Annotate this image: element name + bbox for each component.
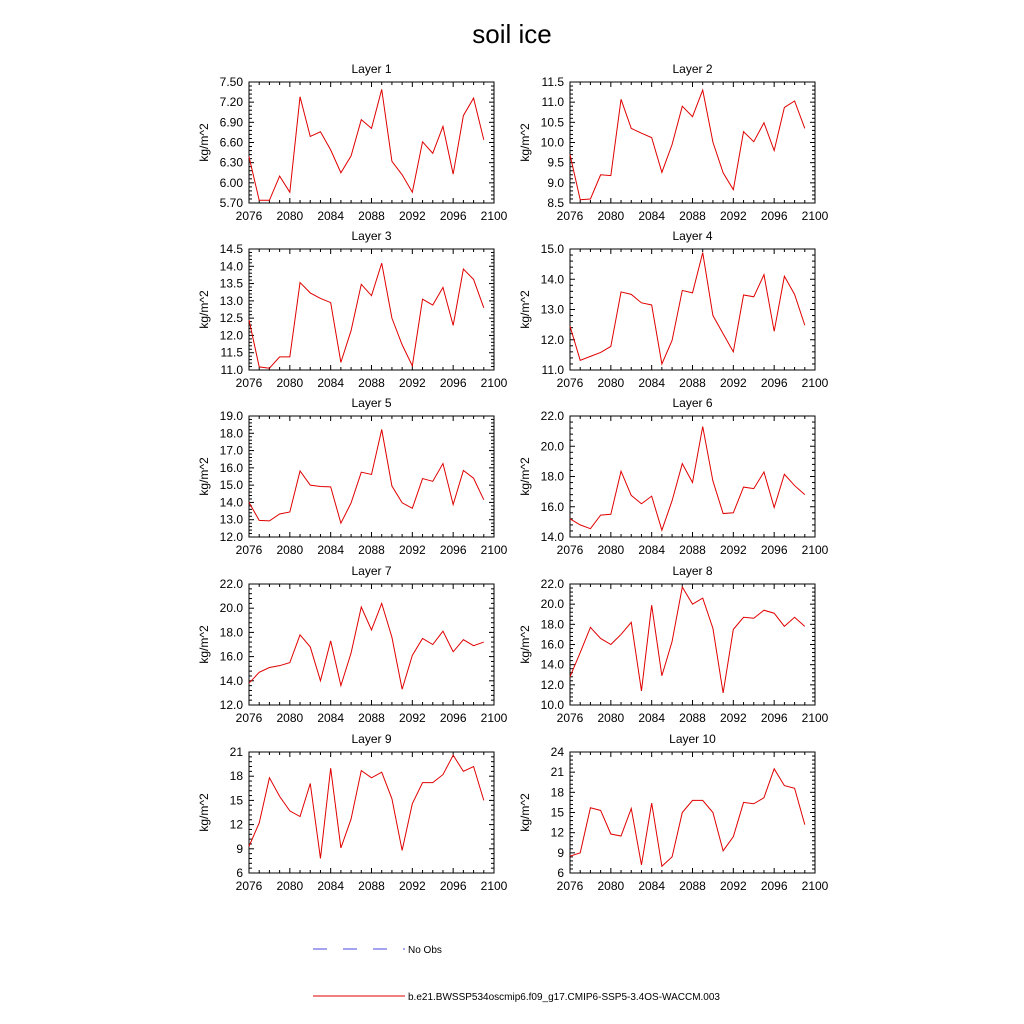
series-line — [249, 429, 484, 523]
x-tick-label: 2100 — [480, 543, 508, 557]
panel-title: Layer 8 — [672, 564, 713, 578]
y-tick-label: 21 — [550, 765, 564, 780]
x-tick-label: 2096 — [760, 711, 788, 725]
legend-obs-label: No Obs — [408, 945, 442, 956]
x-tick-label: 2080 — [597, 543, 625, 557]
y-tick-label: 14.0 — [219, 259, 243, 274]
y-tick-label: 5.70 — [219, 196, 243, 210]
y-axis-label: kg/m^2 — [197, 457, 211, 496]
x-tick-label: 2076 — [235, 711, 263, 725]
x-tick-label: 2096 — [439, 711, 467, 725]
x-tick-label: 2092 — [398, 711, 426, 725]
x-tick-label: 2092 — [719, 209, 747, 223]
series-line — [570, 587, 805, 693]
y-axis-label: kg/m^2 — [197, 290, 211, 329]
plot-frame — [570, 752, 815, 873]
y-tick-label: 14.0 — [540, 272, 564, 287]
x-tick-label: 2088 — [358, 376, 385, 390]
x-tick-label: 2084 — [317, 209, 345, 223]
y-tick-label: 13.0 — [219, 512, 243, 527]
series-line — [570, 90, 805, 200]
y-tick-label: 10.5 — [540, 115, 564, 130]
x-tick-label: 2092 — [719, 376, 747, 390]
x-tick-label: 2088 — [358, 879, 385, 893]
x-tick-label: 2076 — [556, 376, 584, 390]
y-tick-label: 10.0 — [540, 135, 564, 150]
y-tick-label: 12 — [229, 817, 243, 832]
y-tick-label: 14.5 — [219, 242, 243, 256]
panel-layer-8 — [518, 564, 829, 725]
x-tick-label: 2076 — [235, 209, 263, 223]
y-tick-label: 14.0 — [540, 657, 564, 672]
panel-layer-1 — [197, 62, 508, 223]
y-tick-label: 20.0 — [219, 601, 243, 616]
x-tick-label: 2076 — [556, 711, 584, 725]
x-tick-label: 2100 — [480, 879, 508, 893]
x-tick-label: 2096 — [439, 376, 467, 390]
panel-title: Layer 4 — [672, 229, 713, 243]
y-axis-label: kg/m^2 — [518, 123, 532, 162]
x-tick-label: 2080 — [597, 376, 625, 390]
x-tick-label: 2096 — [439, 543, 467, 557]
y-tick-label: 18.0 — [219, 426, 243, 441]
x-tick-label: 2100 — [480, 711, 508, 725]
plot-frame — [249, 416, 494, 537]
y-tick-label: 19.0 — [219, 409, 243, 423]
y-tick-label: 16.0 — [219, 460, 243, 475]
y-tick-label: 18.0 — [540, 469, 564, 484]
x-tick-label: 2084 — [638, 879, 666, 893]
y-tick-label: 18 — [229, 769, 243, 784]
x-tick-label: 2096 — [760, 543, 788, 557]
x-tick-label: 2088 — [679, 209, 706, 223]
plot-frame — [570, 584, 815, 705]
y-tick-label: 20.0 — [540, 597, 564, 612]
y-tick-label: 6.30 — [219, 155, 243, 170]
y-tick-label: 22.0 — [219, 577, 243, 591]
series-line — [249, 263, 484, 368]
y-tick-label: 6.60 — [219, 135, 243, 150]
y-tick-label: 9.5 — [547, 155, 564, 170]
y-tick-label: 13.0 — [540, 302, 564, 317]
y-tick-label: 13.5 — [219, 276, 243, 291]
plot-frame — [570, 82, 815, 203]
x-tick-label: 2100 — [480, 376, 508, 390]
panel-title: Layer 9 — [351, 732, 392, 746]
x-tick-label: 2088 — [358, 543, 385, 557]
x-tick-label: 2084 — [638, 711, 666, 725]
y-tick-label: 12 — [550, 825, 564, 840]
x-tick-label: 2096 — [760, 376, 788, 390]
panel-title: Layer 7 — [351, 564, 392, 578]
y-tick-label: 15.0 — [540, 242, 564, 256]
y-tick-label: 6 — [557, 866, 564, 880]
plot-frame — [249, 249, 494, 370]
y-tick-label: 17.0 — [219, 443, 243, 458]
x-tick-label: 2088 — [358, 711, 385, 725]
y-tick-label: 12.0 — [219, 328, 243, 343]
y-tick-label: 18.0 — [540, 617, 564, 632]
y-tick-label: 11.5 — [541, 75, 564, 89]
series-line — [249, 755, 484, 858]
x-tick-label: 2088 — [358, 209, 385, 223]
y-tick-label: 20.0 — [540, 439, 564, 454]
panel-layer-7 — [197, 564, 508, 725]
x-tick-label: 2088 — [679, 711, 706, 725]
series-line — [249, 89, 484, 200]
y-tick-label: 15 — [229, 793, 243, 808]
y-axis-label: kg/m^2 — [197, 793, 211, 832]
x-tick-label: 2080 — [276, 711, 304, 725]
panels — [197, 62, 829, 893]
y-tick-label: 7.20 — [219, 95, 243, 110]
x-tick-label: 2084 — [317, 376, 345, 390]
y-tick-label: 12.0 — [540, 677, 564, 692]
x-tick-label: 2100 — [801, 376, 829, 390]
y-tick-label: 6.90 — [219, 115, 243, 130]
panel-layer-10 — [518, 732, 829, 893]
x-tick-label: 2084 — [317, 879, 345, 893]
x-tick-label: 2096 — [439, 879, 467, 893]
plot-frame — [249, 82, 494, 203]
x-tick-label: 2092 — [398, 543, 426, 557]
x-tick-label: 2100 — [801, 543, 829, 557]
y-axis-label: kg/m^2 — [197, 123, 211, 162]
x-tick-label: 2080 — [276, 376, 304, 390]
y-tick-label: 14.0 — [219, 673, 243, 688]
y-tick-label: 16.0 — [540, 637, 564, 652]
plot-frame — [570, 416, 815, 537]
legend-model-label: b.e21.BWSSP534oscmip6.f09_g17.CMIP6-SSP5-3.4OS-WACCM.003 — [408, 992, 720, 1003]
x-tick-label: 2080 — [597, 711, 625, 725]
x-tick-label: 2076 — [235, 879, 263, 893]
y-tick-label: 14.0 — [219, 495, 243, 510]
x-tick-label: 2088 — [679, 879, 706, 893]
y-tick-label: 10.0 — [540, 698, 564, 712]
y-axis-label: kg/m^2 — [518, 457, 532, 496]
series-line — [570, 769, 805, 866]
panel-layer-4 — [518, 229, 829, 390]
series-line — [570, 427, 805, 531]
x-tick-label: 2076 — [235, 376, 263, 390]
y-tick-label: 18.0 — [219, 625, 243, 640]
x-tick-label: 2100 — [801, 879, 829, 893]
x-tick-label: 2096 — [439, 209, 467, 223]
x-tick-label: 2092 — [719, 879, 747, 893]
y-tick-label: 12.0 — [219, 698, 243, 712]
panel-layer-9 — [197, 732, 508, 893]
plot-frame — [249, 752, 494, 873]
y-tick-label: 12.0 — [219, 530, 243, 544]
y-tick-label: 22.0 — [540, 409, 564, 423]
series-line — [249, 603, 484, 689]
x-tick-label: 2084 — [638, 376, 666, 390]
x-tick-label: 2080 — [276, 879, 304, 893]
y-tick-label: 11.0 — [220, 363, 243, 377]
panel-layer-2 — [518, 62, 829, 223]
y-tick-label: 11.5 — [220, 345, 243, 360]
y-tick-label: 9 — [236, 841, 243, 856]
panel-title: Layer 6 — [672, 396, 713, 410]
y-tick-label: 6 — [236, 866, 243, 880]
y-tick-label: 12.0 — [540, 332, 564, 347]
x-tick-label: 2080 — [276, 209, 304, 223]
y-tick-label: 24 — [550, 745, 564, 759]
y-axis-label: kg/m^2 — [518, 793, 532, 832]
x-tick-label: 2100 — [480, 209, 508, 223]
x-tick-label: 2084 — [638, 209, 666, 223]
y-tick-label: 16.0 — [540, 499, 564, 514]
x-tick-label: 2080 — [597, 879, 625, 893]
x-tick-label: 2088 — [679, 543, 706, 557]
legend — [313, 945, 720, 1003]
x-tick-label: 2092 — [398, 209, 426, 223]
panel-title: Layer 3 — [351, 229, 392, 243]
panel-title: Layer 10 — [669, 732, 716, 746]
y-tick-label: 9.0 — [547, 175, 564, 190]
x-tick-label: 2076 — [556, 209, 584, 223]
x-tick-label: 2096 — [760, 879, 788, 893]
x-tick-label: 2080 — [597, 209, 625, 223]
y-tick-label: 15.0 — [219, 478, 243, 493]
figure-title: soil ice — [472, 19, 552, 49]
y-tick-label: 21 — [229, 745, 243, 759]
x-tick-label: 2084 — [317, 711, 345, 725]
x-tick-label: 2076 — [556, 879, 584, 893]
x-tick-label: 2080 — [276, 543, 304, 557]
plot-frame — [249, 584, 494, 705]
y-tick-label: 7.50 — [219, 75, 243, 89]
x-tick-label: 2088 — [679, 376, 706, 390]
y-tick-label: 18 — [550, 785, 564, 800]
panel-title: Layer 5 — [351, 396, 392, 410]
x-tick-label: 2100 — [801, 711, 829, 725]
y-tick-label: 9 — [557, 845, 564, 860]
x-tick-label: 2084 — [638, 543, 666, 557]
x-tick-label: 2096 — [760, 209, 788, 223]
y-axis-label: kg/m^2 — [518, 290, 532, 329]
y-tick-label: 11.0 — [541, 363, 564, 377]
x-tick-label: 2092 — [719, 711, 747, 725]
panel-layer-3 — [197, 229, 508, 390]
y-axis-label: kg/m^2 — [518, 625, 532, 664]
x-tick-label: 2076 — [556, 543, 584, 557]
y-tick-label: 14.0 — [540, 530, 564, 544]
y-tick-label: 13.0 — [219, 293, 243, 308]
y-tick-label: 11.0 — [541, 95, 564, 110]
x-tick-label: 2084 — [317, 543, 345, 557]
series-line — [570, 253, 805, 364]
y-tick-label: 15 — [550, 805, 564, 820]
x-tick-label: 2100 — [801, 209, 829, 223]
y-tick-label: 22.0 — [540, 577, 564, 591]
y-tick-label: 8.5 — [547, 196, 564, 210]
panel-layer-6 — [518, 396, 829, 557]
panel-title: Layer 1 — [351, 62, 392, 76]
y-tick-label: 16.0 — [219, 649, 243, 664]
x-tick-label: 2092 — [719, 543, 747, 557]
panel-title: Layer 2 — [672, 62, 713, 76]
x-tick-label: 2076 — [235, 543, 263, 557]
y-axis-label: kg/m^2 — [197, 625, 211, 664]
x-tick-label: 2092 — [398, 376, 426, 390]
x-tick-label: 2092 — [398, 879, 426, 893]
panel-layer-5 — [197, 396, 508, 557]
y-tick-label: 6.00 — [219, 175, 243, 190]
y-tick-label: 12.5 — [219, 311, 243, 326]
